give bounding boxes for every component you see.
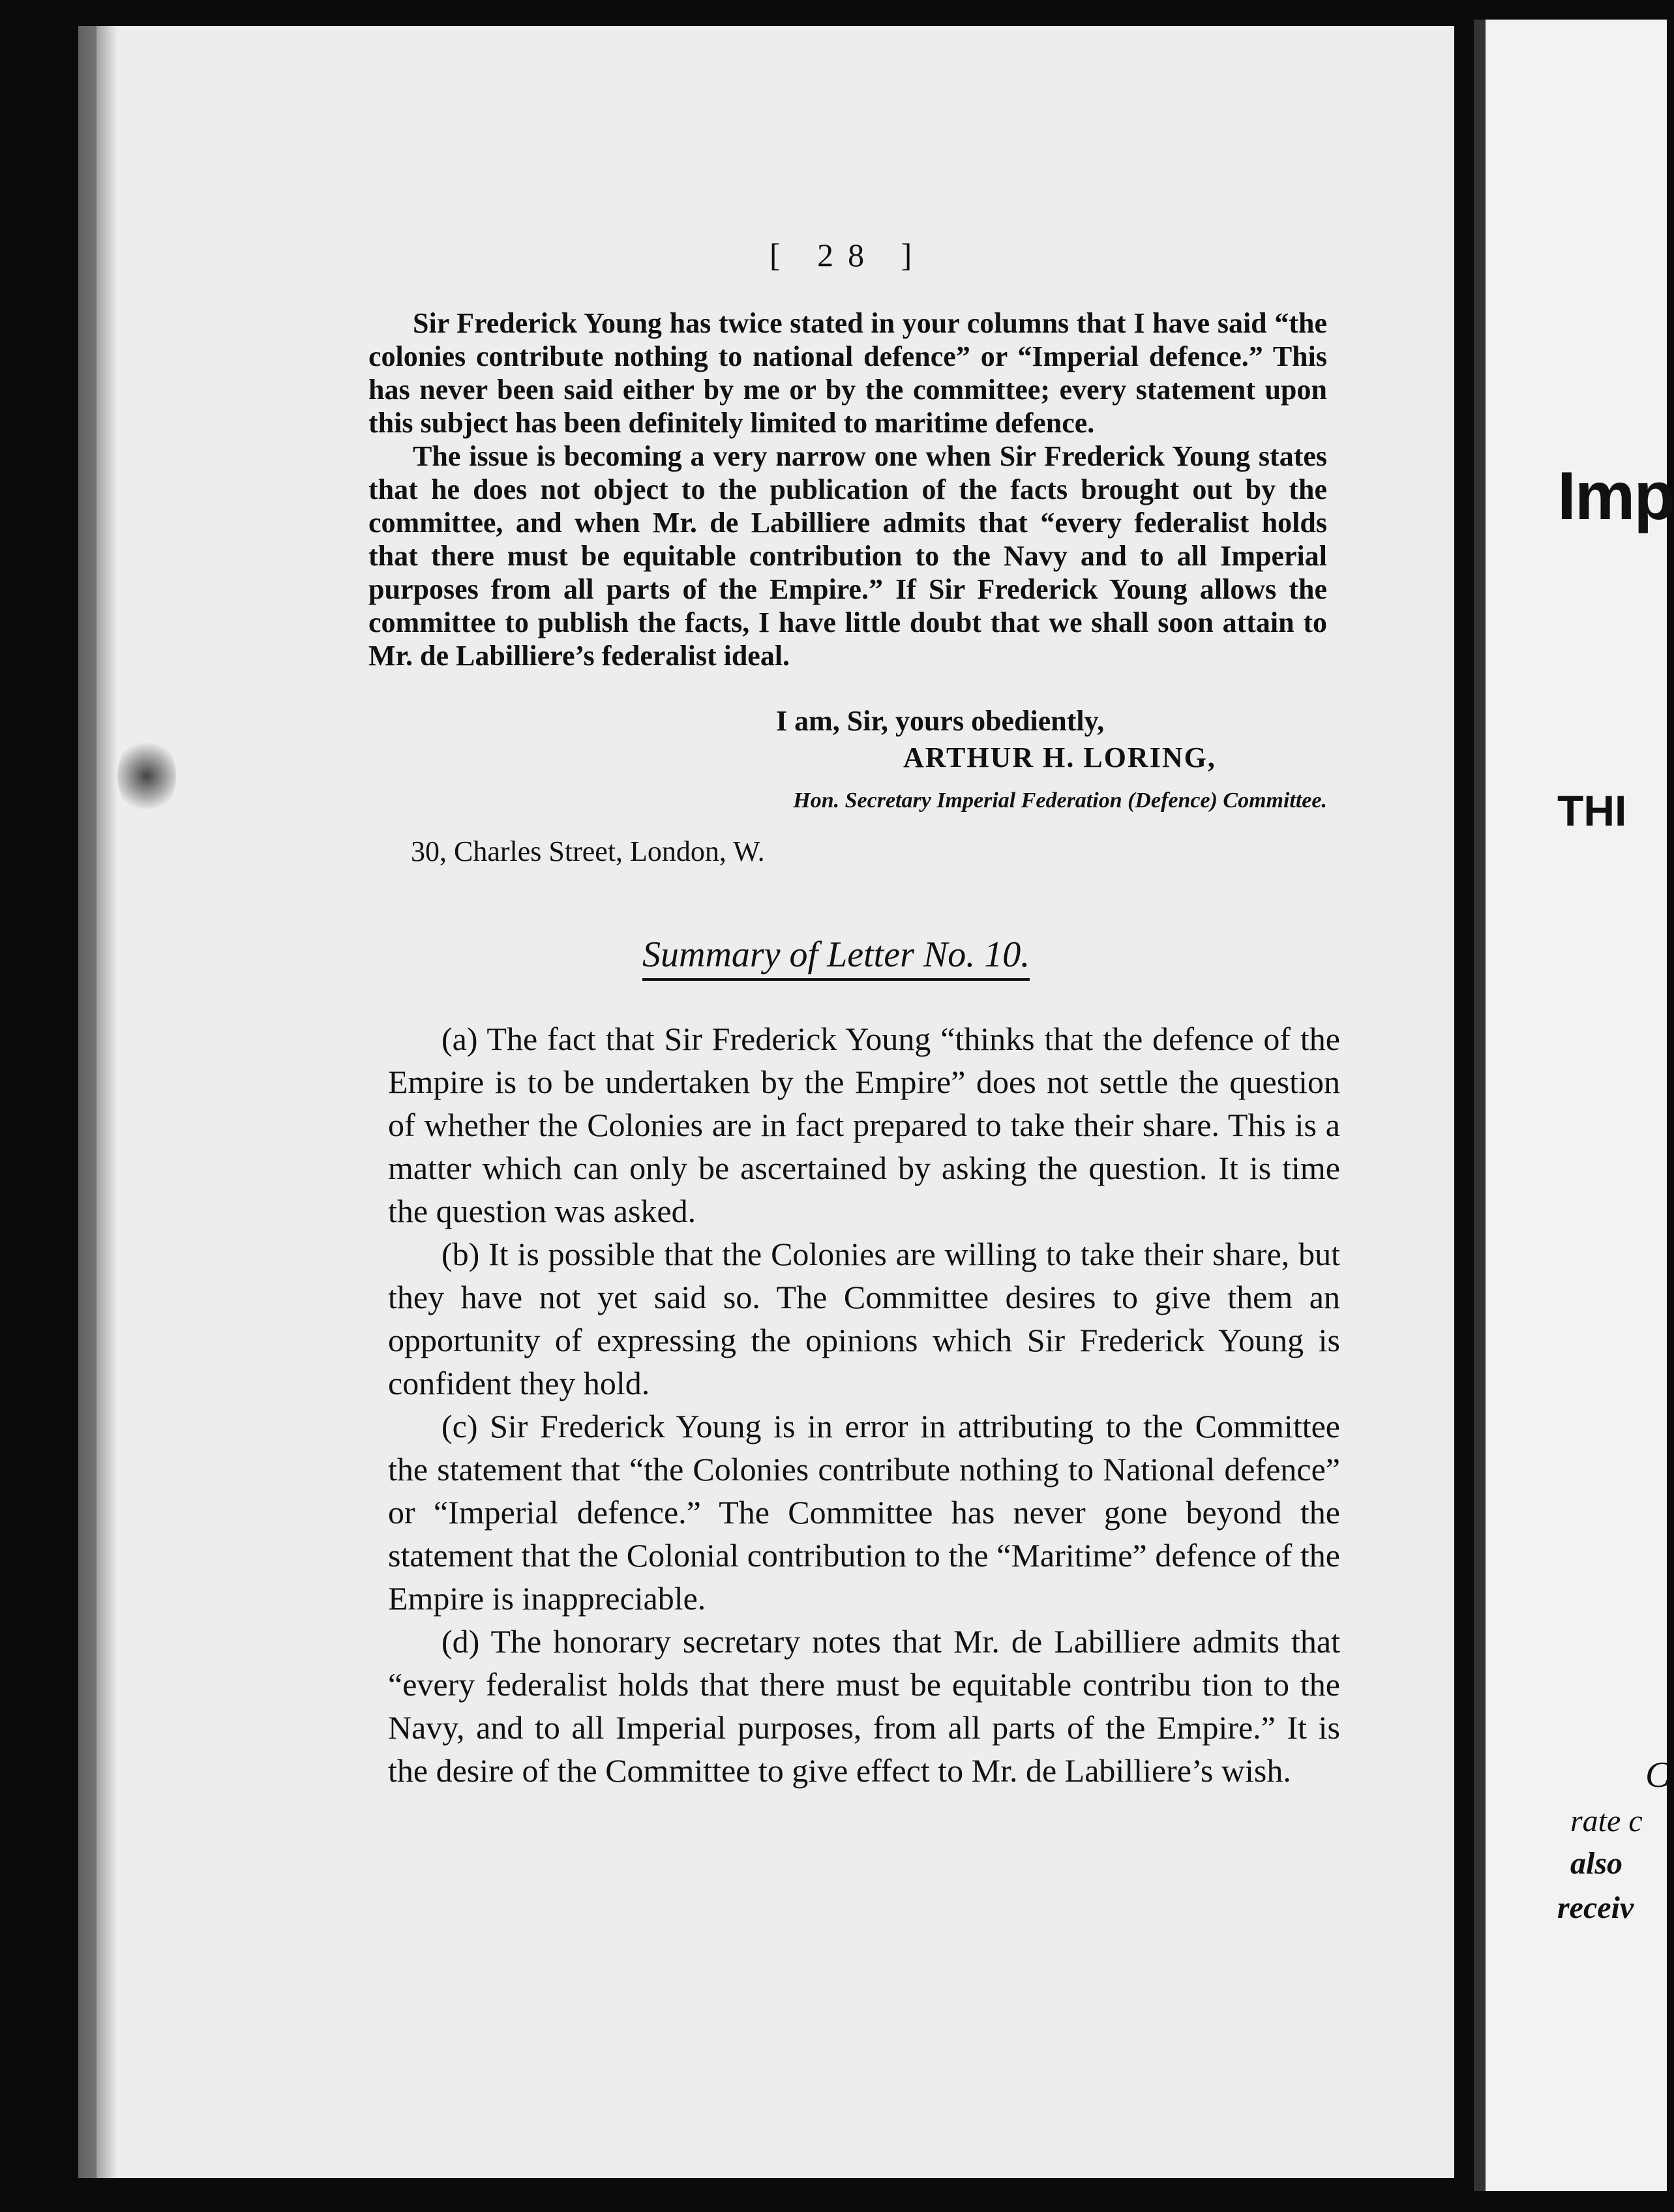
summary-paragraph: (a) The fact that Sir Frederick Young “thinks that the defence of the Empire is to be undertaken by the Empire” does not settle the question of whether the Colonies are in fact prepared to take their share. This is a matter which can only be ascertained by asking the question. It is time the question was asked.	[388, 1021, 1340, 1229]
right-page-subheading-fragment: THI	[1557, 786, 1627, 835]
summary-paragraph: (d) The honorary secretary notes that Mr. de Labilliere admits that “every federalist holds that there must be equitable contribu tion to the Navy, and to all Imperial purposes, from all parts of the Empire.” It is the desire of the Committee to give effect to Mr. de Labilliere’s wish.	[388, 1623, 1340, 1789]
summary-paragraph: (c) Sir Frederick Young is in error in attributing to the Committee the statement that “the Colonies contribute nothing to National defence” or “Imperial defence.” The Committee has never gone beyond the statement that the Colonial contribution to the “Maritime” defence of the Empire is inappreciable.	[388, 1408, 1340, 1617]
sender-address: 30, Charles Street, London, W.	[411, 835, 765, 867]
right-page-text-fragment: C	[1645, 1755, 1670, 1795]
right-page	[1474, 20, 1674, 2191]
page-number: [ 28 ]	[770, 237, 927, 273]
right-page-text-fragment: receiv	[1557, 1891, 1634, 1925]
right-page-heading-fragment: Imp	[1557, 458, 1674, 534]
ink-smudge	[117, 737, 176, 815]
right-page-text-fragment: also	[1570, 1846, 1623, 1881]
letter-body	[368, 306, 1327, 672]
summary-title: Summary of Letter No. 10.	[642, 934, 1030, 981]
page-gutter-shadow	[78, 26, 117, 2178]
signature-title: Hon. Secretary Imperial Federation (Defence) Committee.	[793, 788, 1327, 813]
letter-paragraph: Sir Frederick Young has twice stated in your columns that I have said “the colonies contribute nothing to national defence” or “Imperial defence.” This has never been said either by me or by the committee; every statement upon this subject has been definitely limited to maritime defence.	[368, 307, 1327, 439]
letter-paragraph: The issue is becoming a very narrow one when Sir Frederick Young states that he does not object to the publication of the facts brought out by the committee, and when Mr. de Labilliere admits that “every federalist holds that there must be equitable contribution to the Navy and to all Imperial purposes from all parts of the Empire.” If Sir Frederick Young allows the committee to publish the facts, I have little doubt that we shall soon attain to Mr. de Labilliere’s federalist ideal.	[368, 440, 1327, 672]
letter-closing: I am, Sir, yours obediently,	[776, 705, 1105, 737]
letter-signature: ARTHUR H. LORING,	[903, 741, 1216, 773]
summary-body	[388, 1017, 1340, 1792]
letter-closing-block	[368, 703, 1327, 819]
right-page-text-fragment: rate c	[1570, 1804, 1643, 1838]
summary-paragraph: (b) It is possible that the Colonies are willing to take their share, but they have not yet said so. The Committee desires to give them an opportunity of expressing the opinions which Sir Frederick Young is confident they hold.	[388, 1236, 1340, 1401]
